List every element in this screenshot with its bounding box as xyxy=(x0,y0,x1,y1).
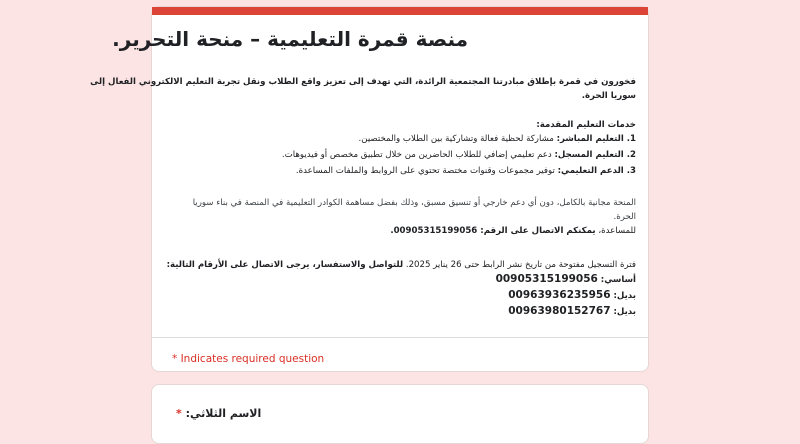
service-label: 2. التعليم المسجل: xyxy=(554,150,636,160)
grant-line-2: الحرة. xyxy=(613,212,636,222)
service-item-2 xyxy=(282,150,636,160)
phone-label: بديل: xyxy=(613,291,636,301)
form-title: منصة قمرة التعليمية – منحة التحرير. xyxy=(112,27,468,51)
help-phone: يمكنكم الاتصال على الرقم: 00905315199056. xyxy=(390,226,596,236)
services-heading: خدمات التعليم المقدمة: xyxy=(536,120,636,130)
header-divider xyxy=(152,337,648,338)
phone-alternate-1 xyxy=(508,289,636,301)
grant-line-1: المنحة مجانية بالكامل، دون أي دعم خارجي أو تنسيق مسبق، وذلك بفضل مساهمة الكوادر التعليمية في المنصة في بناء سوريا xyxy=(192,198,636,208)
form-header-card xyxy=(90,6,649,372)
registration-line xyxy=(167,260,636,270)
phone-primary xyxy=(496,273,636,285)
registration-prefix: فترة التسجيل مفتوحة من تاريخ نشر الرابط حتى 26 يناير 2025. xyxy=(403,260,636,270)
phone-number: 00905315199056 xyxy=(495,273,598,285)
phone-number: 00963936235956 xyxy=(508,289,611,301)
service-text: دعم تعليمي إضافي للطلاب الحاضرين من خلال تطبيق مخصص أو فيديوهات. xyxy=(281,150,555,160)
service-item-3 xyxy=(296,166,636,176)
service-item-1 xyxy=(359,134,636,144)
service-text: مشاركة لحظية فعالة وتشاركية بين الطلاب والمختصين. xyxy=(358,134,557,144)
help-prefix: للمساعدة، xyxy=(595,226,636,236)
question-text: الاسم الثلاثي: xyxy=(185,407,262,420)
intro-line-2: سوريا الحرة. xyxy=(581,91,636,101)
form-accent-bar xyxy=(152,7,648,15)
intro-line-1: فخورون في قمرة بإطلاق مبادرتنا المجتمعية الرائدة، التي تهدف إلى تعزيز واقع الطلاب ونقل تجربة التعليم الالكتروني الفعال إلى xyxy=(90,77,636,87)
service-label: 3. الدعم التعليمي: xyxy=(557,166,636,176)
registration-contact: للتواصل والاستفسار، يرجى الاتصال على الأرقام التالية: xyxy=(166,260,404,270)
question-label xyxy=(176,407,261,420)
phone-number: 00963980152767 xyxy=(508,305,611,317)
required-star: * xyxy=(176,407,182,420)
service-label: 1. التعليم المباشر: xyxy=(556,134,636,144)
phone-label: أساسي: xyxy=(600,275,636,285)
service-text: توفير مجموعات وقنوات مختصة تحتوي على الروابط والملفات المساعدة. xyxy=(295,166,558,176)
phone-alternate-2 xyxy=(508,305,636,317)
question-card-full-name[interactable] xyxy=(151,384,649,444)
required-note: * Indicates required question xyxy=(172,353,325,365)
help-line xyxy=(390,226,636,236)
phone-label: بديل: xyxy=(613,307,636,317)
